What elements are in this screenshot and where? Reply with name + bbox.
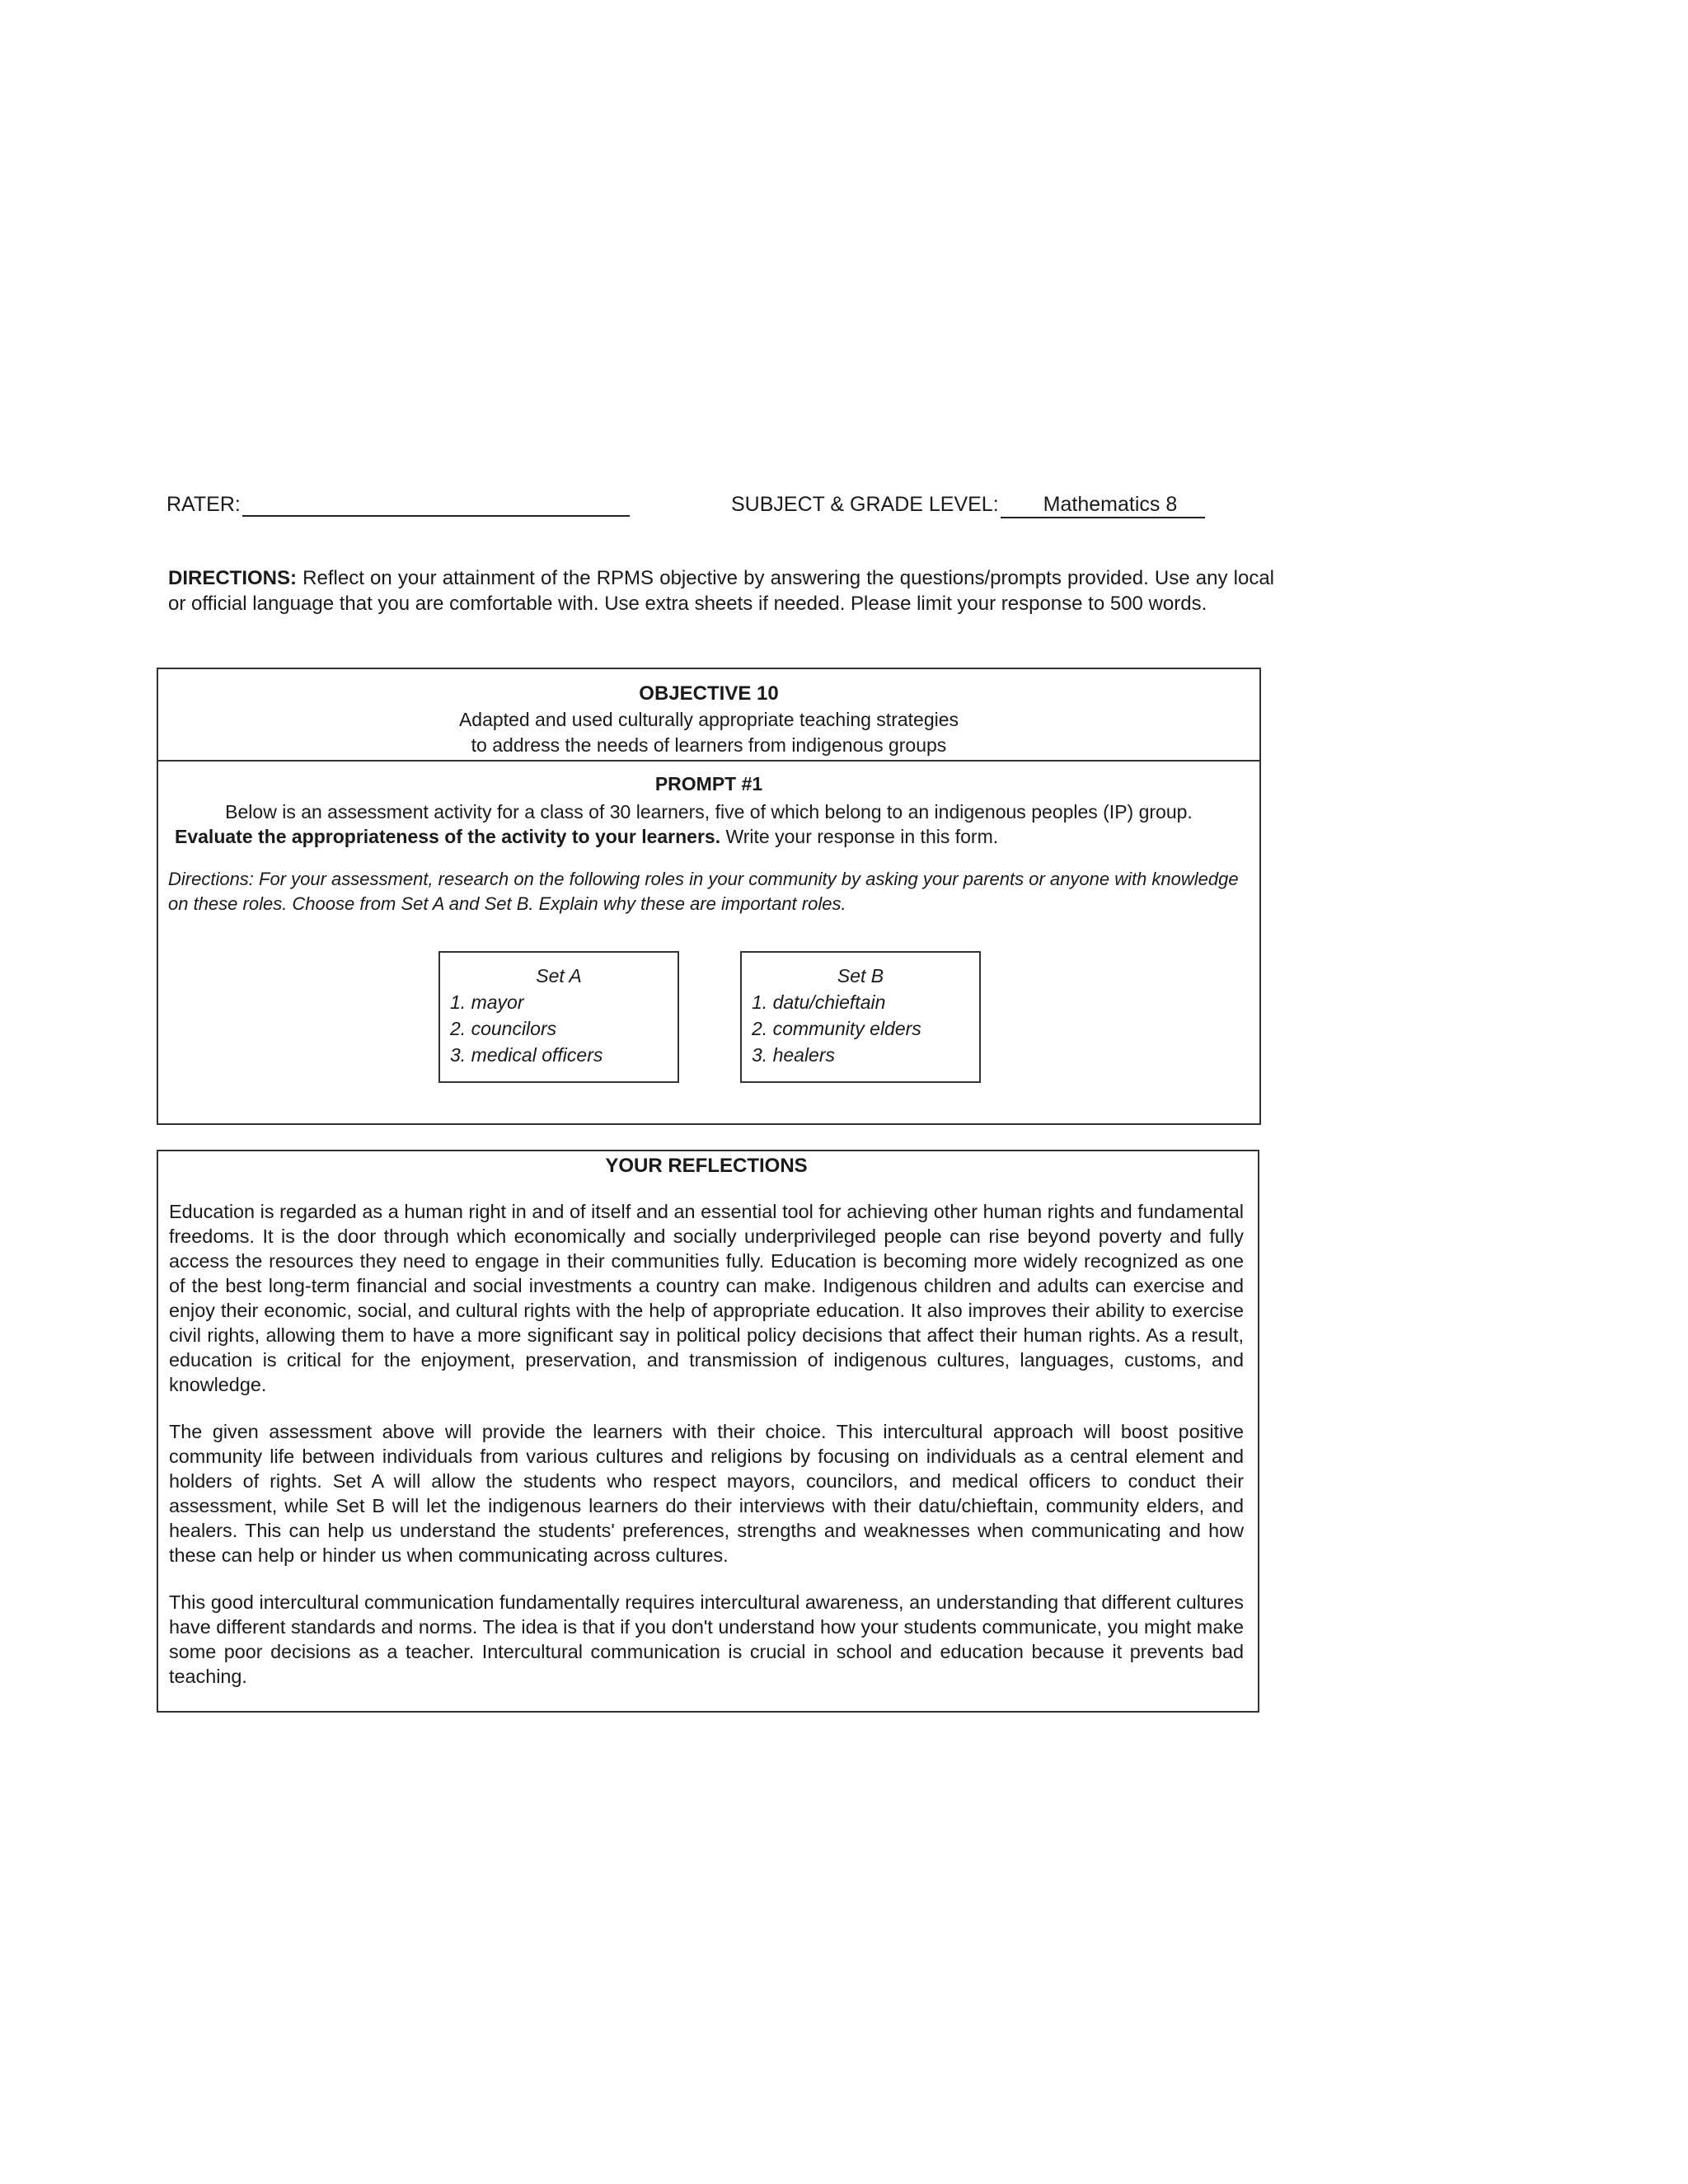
set-b-item: 3. healers [752,1044,836,1066]
objective-title: OBJECTIVE 10 [639,682,779,705]
prompt-title: PROMPT #1 [654,773,763,794]
objective-header [158,669,1259,762]
subject-value: Mathematics 8 [1001,493,1206,518]
reflections-box [157,1150,1259,1713]
objective-line-1: Adapted and used culturally appropriate teaching strategies [458,709,959,730]
reflections-title: YOUR REFLECTIONS [605,1155,808,1177]
objective-line-2: to address the needs of learners from indigenous groups [471,734,947,756]
set-a-item: 2. councilors [450,1018,557,1039]
set-b-box [740,951,981,1083]
prompt-text [158,799,1259,849]
set-b-title: Set B [837,965,884,987]
set-a-box [438,951,679,1083]
prompt-line-1: Below is an assessment activity for a class of 30 learners, five of which belong to an indigenous peoples (IP) group. [225,801,1193,823]
prompt-bold-instruction: Evaluate the appropriateness of the activity to your learners. [175,826,721,847]
reflection-paragraph: This good intercultural communication fundamentally requires intercultural awareness, an understanding that different cultures have different standards and norms. The idea is that if you don't understand how your students communicate, you might make some poor decisions as a teacher. Intercultural communication is crucial in school and education because it prevents bad teaching. [169,1591,1244,1687]
subject-label: SUBJECT & GRADE LEVEL: [731,493,999,516]
directions-label: DIRECTIONS: [168,567,297,589]
subject-grade-field [731,493,1205,518]
directions-text: Reflect on your attainment of the RPMS objective by answering the questions/prompts provided. Use any local or official language that you are comfortable with. Use extra sheets if needed. Please limit your response to 500 words. [168,567,1274,615]
rater-blank-line [242,495,630,517]
set-b-item: 1. datu/chieftain [752,991,886,1013]
set-b-item: 2. community elders [752,1018,921,1039]
header-row [166,493,1304,526]
set-a-title: Set A [536,965,582,987]
rater-label: RATER: [166,493,241,516]
set-a-item: 3. medical officers [450,1044,603,1066]
rater-field [166,493,630,517]
reflection-paragraph: The given assessment above will provide the learners with their choice. This intercultural approach will boost positive community life between individuals from various cultures and religions by focusing on individuals as a central element and holders of rights. Set A will allow the students who respect mayors, councilors, and medical officers to conduct their assessment, while Set B will let the indigenous learners do their interviews with their datu/chieftain, community elders, and healers. This can help us understand the students' preferences, strengths and weaknesses when communicating and how these can help or hinder us when communicating across cultures. [169,1421,1244,1566]
reflection-paragraph: Education is regarded as a human right in and of itself and an essential tool for achieving other human rights and fundamental freedoms. It is the door through which economically and socially underprivileged people can rise beyond poverty and fully access the resources they need to engage in their communities fully. Education is becoming more widely recognized as one of the best long-term financial and social investments a country can make. Indigenous children and adults can exercise and enjoy their economic, social, and cultural rights with the help of appropriate education. It also improves their ability to exercise civil rights, allowing them to have a more significant say in political policy decisions that affect their human rights. As a result, education is critical for the enjoyment, preservation, and transmission of indigenous cultures, languages, customs, and knowledge. [169,1201,1244,1395]
assessment-directions: Directions: For your assessment, research on the following roles in your community by asking your parents or anyone with knowledge on these roles. Choose from Set A and Set B. Explain why these are important roles. [168,869,1239,914]
objective-prompt-box [157,668,1261,1125]
directions-paragraph [168,565,1274,616]
prompt-line-2-rest: Write your response in this form. [720,826,999,847]
set-a-item: 1. mayor [450,991,524,1013]
prompt-line-2 [175,824,1243,849]
